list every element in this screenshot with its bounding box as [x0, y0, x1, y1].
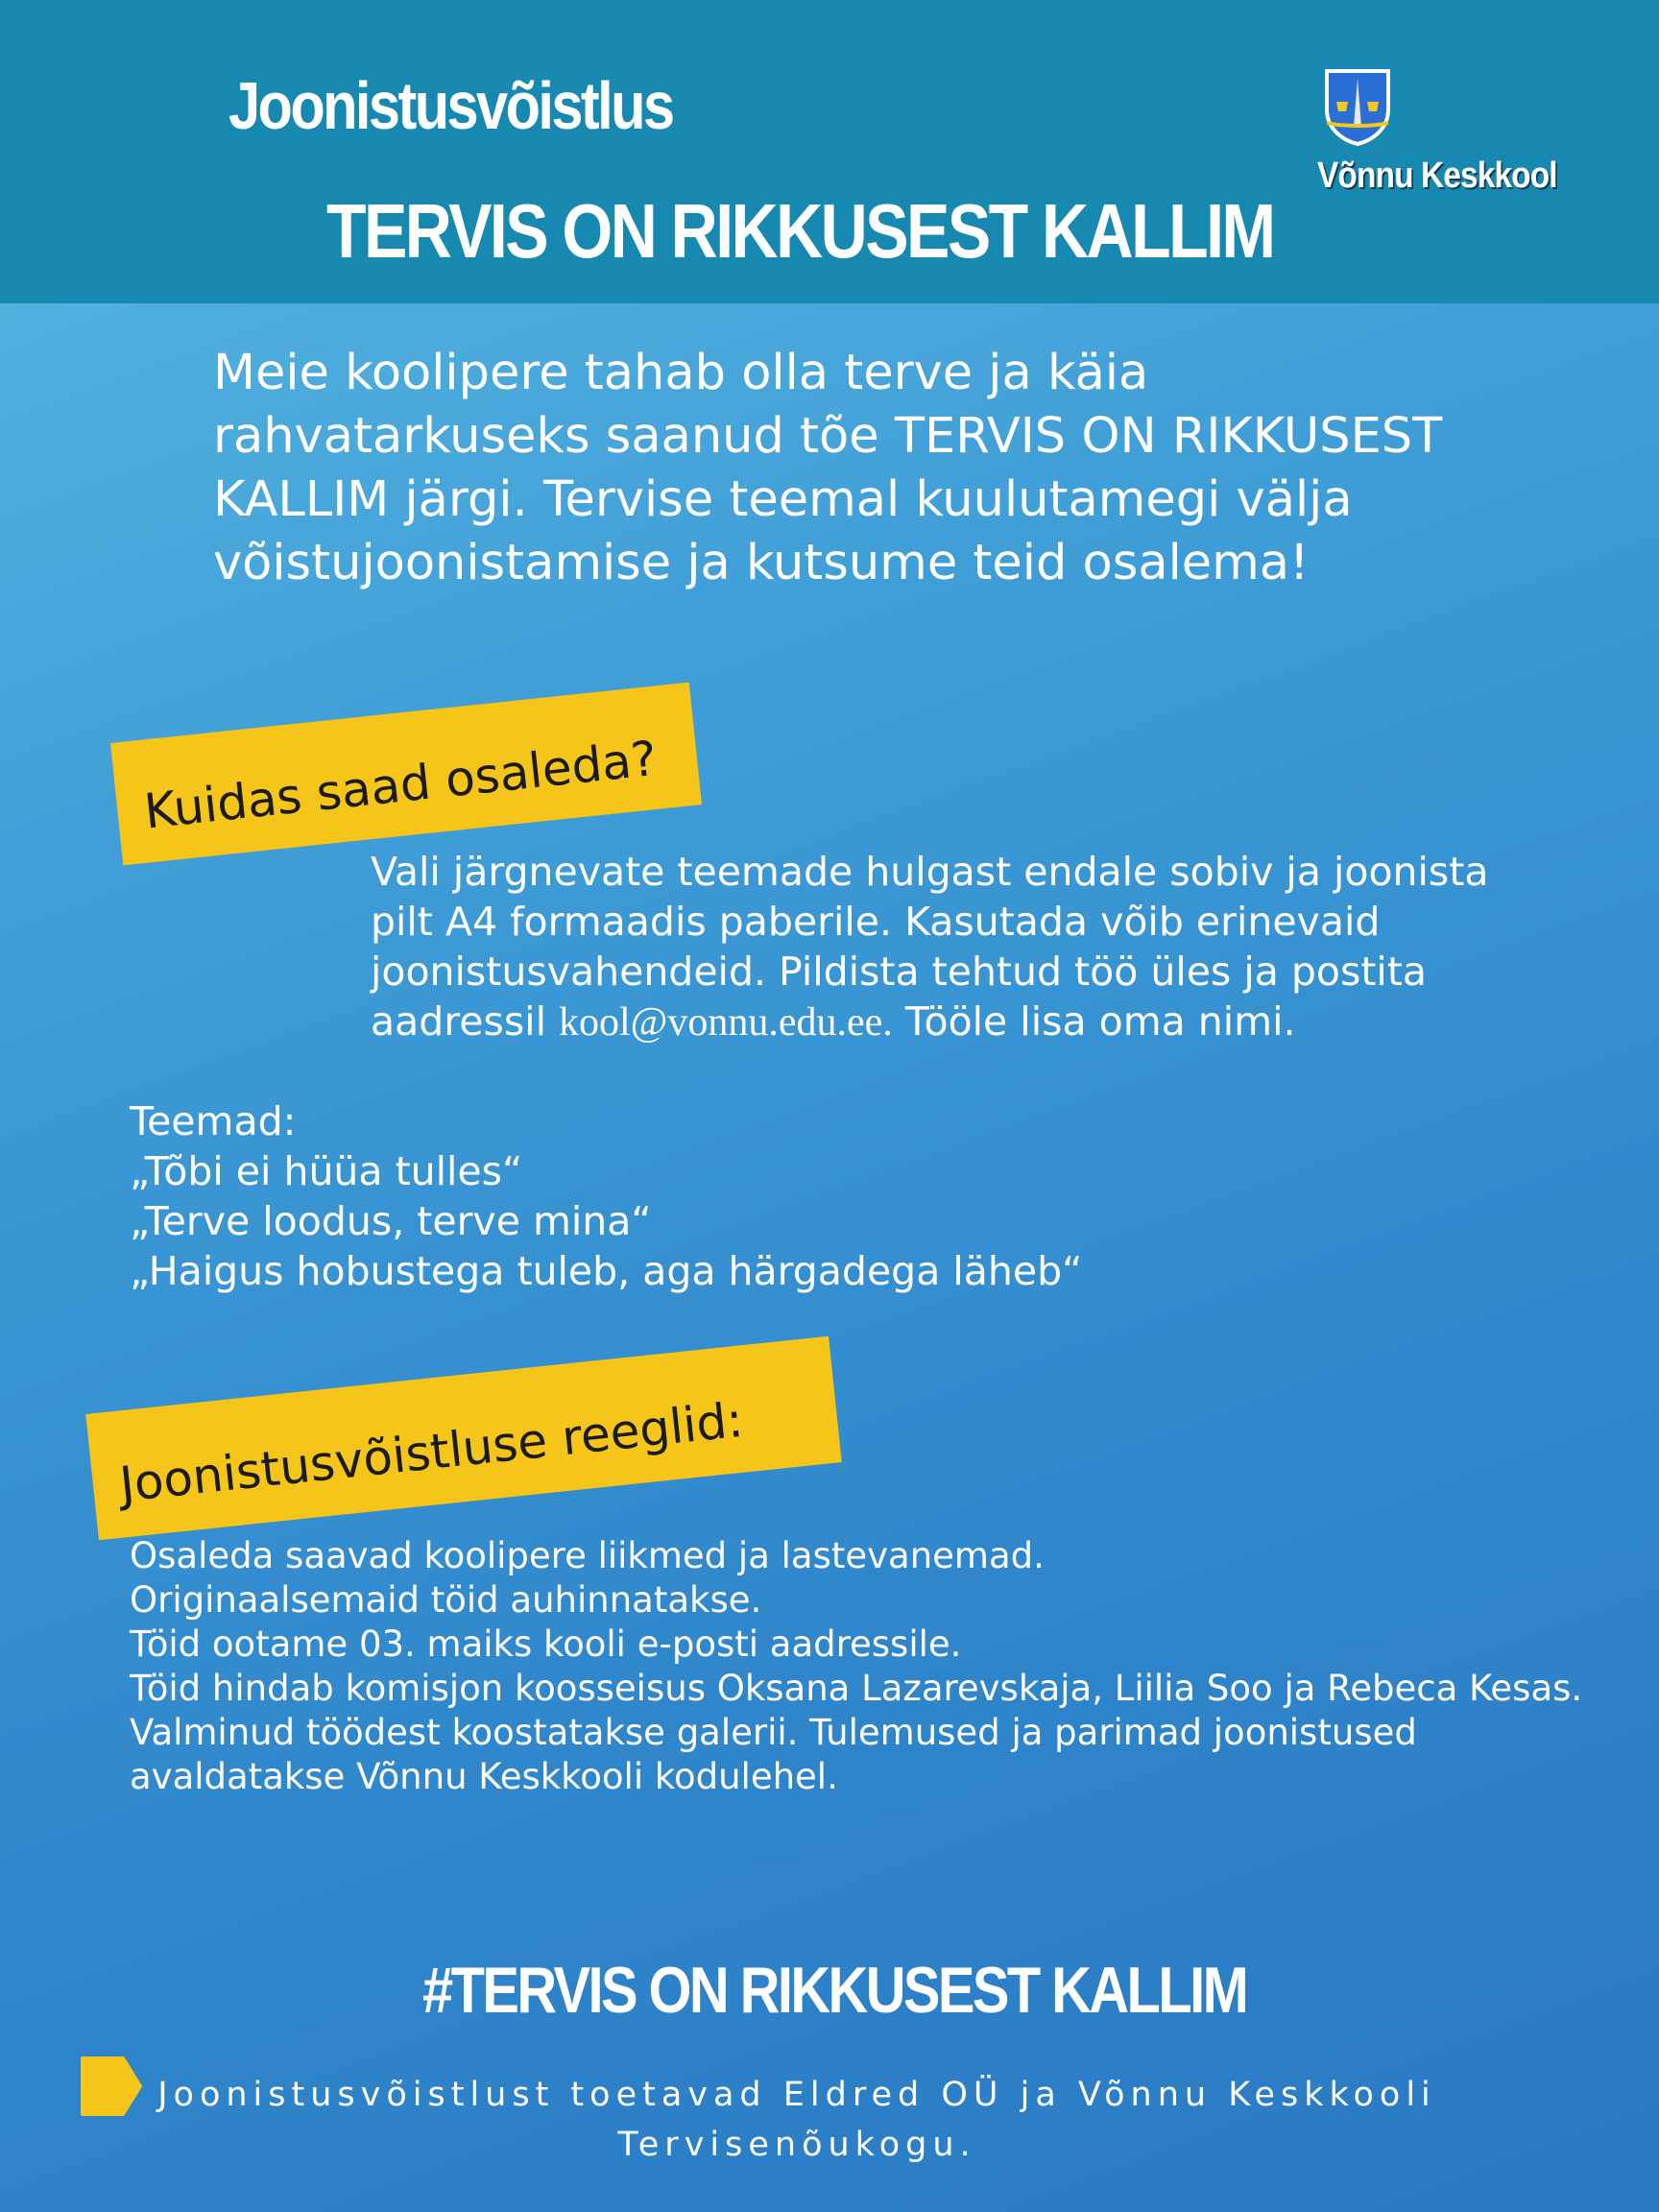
how-to-heading: Kuidas saad osaleda?: [110, 683, 702, 866]
hashtag: #TERVIS ON RIKKUSEST KALLIM: [422, 1954, 1247, 2027]
rule-item: Valminud töödest koostatakse galerii. Tulemused ja parimad joonistused avaldatakse Võnnu Keskkooli kodulehel.: [130, 1712, 1417, 1797]
school-name: Võnnu Keskkool: [1317, 156, 1557, 196]
header: [0, 0, 1659, 303]
intro-text: Meie koolipere tahab olla terve ja käia rahvatarkuseks saanud tõe TERVIS ON RIKKUSEST KALLIM järgi. Tervise teemal kuulutamegi välja võistujoonistamise ja kutsume teid osalema!: [213, 345, 1443, 591]
topics-list: [130, 1096, 1474, 1296]
page-subtitle: TERVIS ON RIKKUSEST KALLIM: [326, 188, 1274, 274]
school-crest-icon: [1323, 67, 1392, 146]
instructions-text-before: Vali järgnevate teemade hulgast endale sobiv ja joonista pilt A4 formaadis paberile. Kasutada võib erinevaid joonistusvahendeid. Pildista tehtud töö üles ja postita aadressil: [371, 849, 1489, 1045]
instructions-text-after: Tööle lisa oma nimi.: [892, 998, 1296, 1045]
topic-item: „Terve loodus, terve mina“: [130, 1198, 652, 1244]
instructions: [371, 847, 1523, 1047]
rule-item: Osaleda saavad koolipere liikmed ja lastevanemad.: [130, 1535, 1045, 1576]
rules-list: [130, 1534, 1627, 1799]
rule-item: Töid ootame 03. maiks kooli e-posti aadressile.: [130, 1623, 962, 1665]
topics-label: Teemad:: [130, 1098, 297, 1144]
rule-item: Originaalsemaid töid auhinnatakse.: [130, 1579, 762, 1621]
page-title: Joonistusvõistlus: [228, 68, 673, 143]
rules-heading: Joonistusvõistluse reeglid:: [85, 1336, 842, 1541]
rule-item: Töid hindab komisjon koosseisus Oksana Lazarevskaja, Liilia Soo ja Rebeca Kesas.: [130, 1668, 1583, 1709]
tag-arrow-icon: [77, 2053, 144, 2120]
sponsors-text: Joonistusvõistlust toetavad Eldred OÜ ja Võnnu Keskkooli Tervisenõukogu.: [157, 2076, 1436, 2164]
topic-item: „Haigus hobustega tuleb, aga härgadega läheb“: [130, 1248, 1083, 1294]
topic-item: „Tõbi ei hüüa tulles“: [130, 1148, 523, 1194]
email-link[interactable]: kool@vonnu.edu.ee.: [559, 1000, 893, 1045]
